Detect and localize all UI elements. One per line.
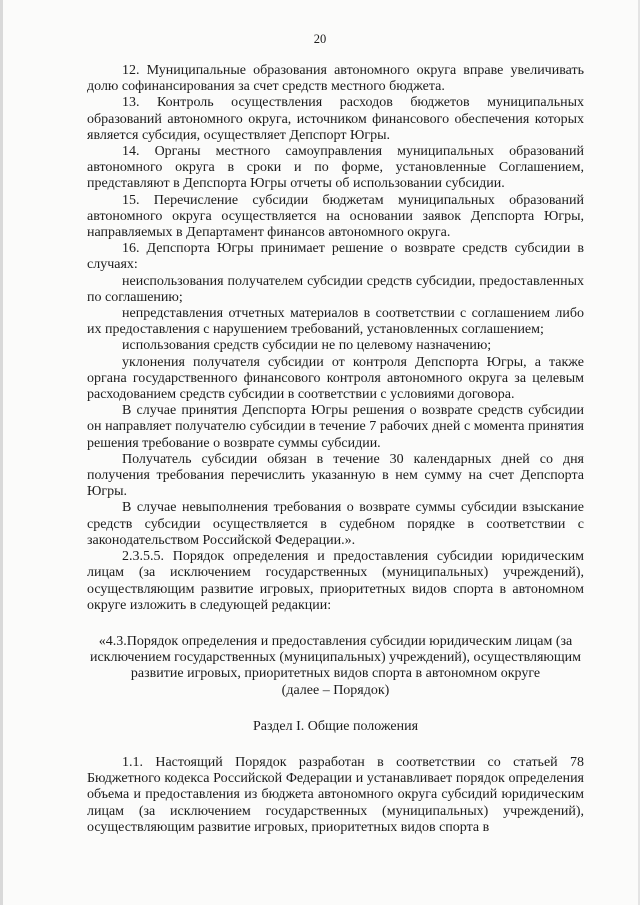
section-1-content [87,755,584,836]
heading-line-3: развитие игровых, приоритетных видов спорта в автономном округе [130,666,541,682]
paragraph-recipient-obligation: Получатель субсидии обязан в течение 30 календарных дней со дня получения требования перечислить указанную в нем сумму на счет Депспорта Югры. [87,451,584,500]
list-item-evasion: уклонения получателя субсидии от контроля Депспорта Югры, а также органа государственного финансового контроля автономного округа за целевым расходованием средств субсидии в соответствии с условиями договора. [87,354,584,403]
list-item-misuse: использования средств субсидии не по целевому назначению; [122,338,492,354]
page-number: 20 [313,32,327,46]
document-body [87,63,584,836]
paragraph-14: 14. Органы местного самоуправления муниципальных образований автономного округа в сроки и по форме, установленные Соглашением, представляют в Депспорта Югры отчеты об использовании субсидии. [87,144,584,192]
list-item-nonuse: неиспользования получателем субсидии средств субсидии, предоставленных по соглашению; [87,273,584,305]
paragraph-court-recovery: В случае невыполнения требования о возврате суммы субсидии взыскание средств субсидии осуществляется в судебном порядке в соответствии с законодательством Российской Федерации.». [87,500,584,548]
paragraph-15: 15. Перечисление субсидии бюджетам муниципальных образований автономного округа осуществляется на основании заявок Депспорта Югры, направляемых в Департамент финансов автономного округа. [87,192,584,241]
paragraph-1-1: 1.1. Настоящий Порядок разработан в соответствии со статьей 78 Бюджетного кодекса Российской Федерации и устанавливает порядок определения объема и предоставления из бюджета автономного округа субсидий юридическим лицам (за исключением государственных (муниципальных) учреждений), осуществляющим развитие игровых, приоритетных видов спорта в [87,754,584,835]
heading-line-2: исключением государственных (муниципальных) учреждений), осуществляющим [89,650,582,666]
procedure-heading [87,634,584,699]
list-item-no-reports: непредставления отчетных материалов в соответствии с соглашением либо их предоставления с нарушением требований, установленных соглашением; [87,306,584,338]
paragraph-16: 16. Депспорта Югры принимает решение о возврате средств субсидии в случаях: [87,241,584,273]
heading-line-1: «4.3.Порядок определения и предоставления субсидии юридическим лицам (за [98,633,573,649]
heading-line-4: (далее – Порядок) [281,682,390,698]
paragraph-12: 12. Муниципальные образования автономного округа вправе увеличивать долю софинансирования за счет средств местного бюджета. [87,63,584,95]
section-title: Раздел I. Общие положения [252,718,419,734]
paragraph-2-3-5-5: 2.3.5.5. Порядок определения и предоставления субсидии юридическим лицам (за исключением государственных (муниципальных) учреждений), осуществляющим развитие игровых, приоритетных видов спорта в автономном округе изложить в следующей редакции: [87,549,584,613]
paragraph-13: 13. Контроль осуществления расходов бюджетов муниципальных образований автономного округа, источником финансового обеспечения которых является субсидия, осуществляет Депспорт Югры. [87,95,584,143]
scan-edge-left [0,0,3,905]
paragraph-return-decision: В случае принятия Депспорта Югры решения о возврате средств субсидии он направляет получателю субсидии в течение 7 рабочих дней с момента принятия решения требование о возврате суммы субсидии. [87,403,584,451]
